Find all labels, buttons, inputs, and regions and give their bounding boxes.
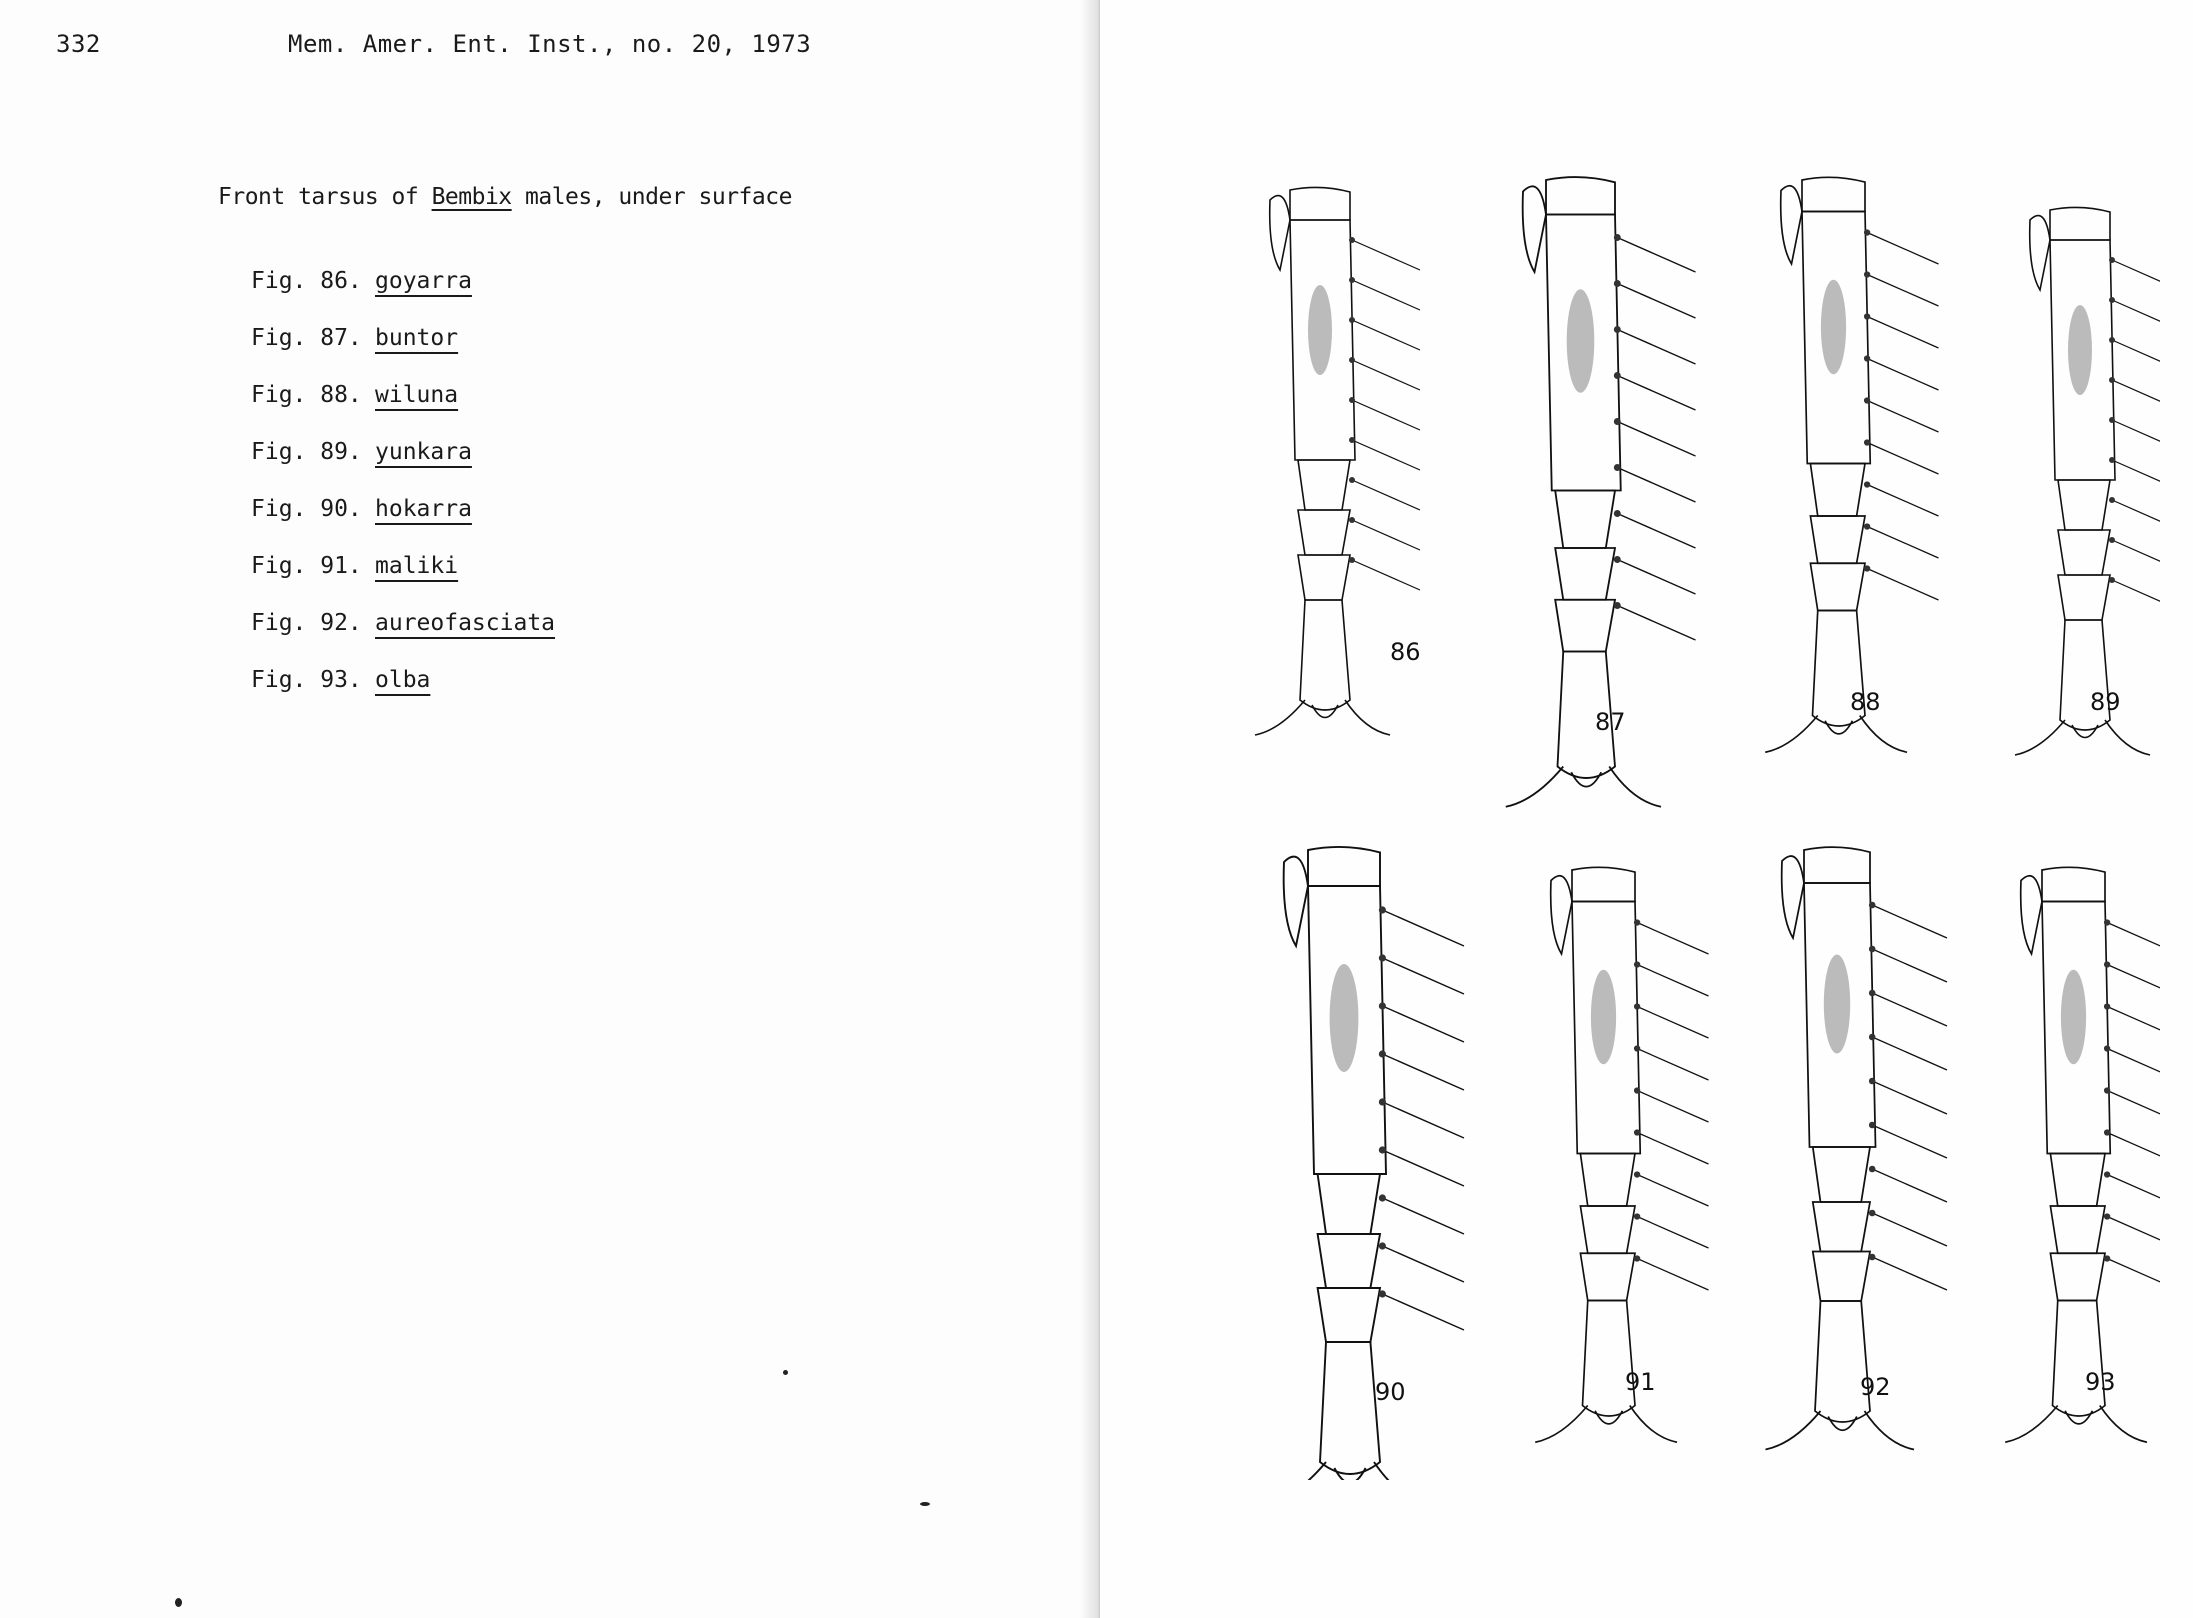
seta — [1867, 485, 1938, 517]
species-name: aureofasciata — [375, 610, 556, 636]
seta — [1637, 923, 1708, 955]
seta — [1872, 993, 1947, 1026]
seta-socket — [1349, 357, 1355, 363]
seta-socket — [1349, 277, 1355, 283]
seta-socket — [1869, 1078, 1876, 1085]
tarsomere — [1813, 1147, 1870, 1202]
seta — [2107, 1217, 2160, 1249]
species-name: hokarra — [375, 496, 472, 522]
seta-socket — [1614, 418, 1621, 425]
tibial-spur — [1782, 856, 1804, 938]
seta-socket — [2104, 1171, 2110, 1177]
running-header: Mem. Amer. Ent. Inst., no. 20, 1973 — [288, 30, 812, 58]
seta — [1867, 317, 1938, 349]
caption-prefix: Front tarsus of — [218, 184, 432, 210]
seta — [1382, 910, 1464, 946]
seta-socket — [2104, 1087, 2110, 1093]
figure-legend-list — [251, 268, 555, 724]
seta — [1872, 1257, 1947, 1290]
seta — [2112, 300, 2160, 330]
tarsal-claws — [1266, 1462, 1428, 1480]
seta — [1637, 1133, 1708, 1165]
species-name: goyarra — [375, 268, 472, 294]
arolium — [2072, 725, 2098, 738]
figure-label: Fig. 90. — [251, 496, 362, 522]
seta — [1617, 514, 1695, 549]
seta — [2107, 1175, 2160, 1207]
seta-socket — [1349, 437, 1355, 443]
seta — [1617, 560, 1695, 595]
species-name: buntor — [375, 325, 459, 351]
seta-socket — [1349, 317, 1355, 323]
seta — [1637, 1259, 1708, 1291]
legend-item — [251, 382, 555, 439]
tarsomere — [1298, 460, 1350, 510]
tibia-tip — [1804, 847, 1870, 883]
arolium — [1828, 1417, 1857, 1431]
seta-socket — [1864, 565, 1870, 571]
seta — [1352, 400, 1420, 430]
seta — [1382, 1006, 1464, 1042]
figure-number: 93 — [2085, 1368, 2116, 1396]
arolium — [1825, 721, 1852, 734]
seta — [1617, 606, 1695, 641]
figure-number: 86 — [1390, 638, 1421, 666]
seta-socket — [2109, 417, 2115, 423]
seta-socket — [1869, 902, 1876, 909]
figure-number: 91 — [1625, 1368, 1656, 1396]
seta-socket — [1614, 556, 1621, 563]
stippled-patch — [1821, 280, 1846, 375]
tarsomere — [1318, 1174, 1380, 1234]
figure-number: 87 — [1595, 708, 1626, 736]
seta — [1352, 480, 1420, 510]
stippled-patch — [1591, 970, 1616, 1065]
species-name: yunkara — [375, 439, 472, 465]
stippled-patch — [1330, 964, 1359, 1072]
seta-socket — [1349, 517, 1355, 523]
stippled-patch — [1567, 289, 1595, 393]
figure-label: Fig. 93. — [251, 667, 362, 693]
seta-socket — [1869, 990, 1876, 997]
seta — [1872, 949, 1947, 982]
seta-socket — [1864, 313, 1870, 319]
distal-tarsomere — [1320, 1342, 1380, 1474]
tibia-tip — [1290, 187, 1350, 220]
seta-socket — [1614, 280, 1621, 287]
seta-socket — [1869, 1122, 1876, 1129]
ink-speck — [783, 1370, 788, 1375]
seta — [2107, 965, 2160, 997]
seta — [1867, 401, 1938, 433]
seta — [1867, 569, 1938, 601]
seta-socket — [1864, 523, 1870, 529]
seta — [1617, 422, 1695, 457]
legend-item — [251, 496, 555, 553]
seta — [1352, 440, 1420, 470]
seta-socket — [2109, 497, 2115, 503]
seta-socket — [1379, 1242, 1386, 1249]
distal-tarsomere — [1300, 600, 1350, 710]
seta-socket — [1634, 961, 1640, 967]
seta — [2112, 380, 2160, 410]
arolium — [1571, 772, 1601, 786]
seta — [1637, 1007, 1708, 1039]
seta — [1872, 905, 1947, 938]
tarsomere — [1555, 548, 1615, 600]
seta — [1617, 284, 1695, 319]
seta-socket — [1634, 1213, 1640, 1219]
seta-socket — [1379, 1146, 1386, 1153]
figure-label: Fig. 89. — [251, 439, 362, 465]
seta — [1872, 1169, 1947, 1202]
seta-socket — [1869, 1254, 1876, 1261]
tarsomere — [1580, 1206, 1635, 1253]
tibial-spur — [1781, 186, 1802, 264]
tarsomere — [1555, 491, 1615, 549]
figure-number: 89 — [2090, 688, 2121, 716]
tarsomere — [2050, 1206, 2105, 1253]
tarsomere — [2058, 480, 2110, 530]
tibial-spur — [2021, 876, 2042, 954]
seta-socket — [1379, 1098, 1386, 1105]
seta — [1872, 1081, 1947, 1114]
seta — [1867, 443, 1938, 475]
seta — [1352, 280, 1420, 310]
tarsus-drawing — [1266, 847, 1464, 1480]
seta-socket — [1614, 326, 1621, 333]
seta-socket — [2104, 1045, 2110, 1051]
seta-socket — [2104, 1003, 2110, 1009]
species-name: maliki — [375, 553, 459, 579]
seta — [2107, 1007, 2160, 1039]
seta-socket — [1379, 1050, 1386, 1057]
seta-socket — [1349, 397, 1355, 403]
seta — [2112, 500, 2160, 530]
distal-tarsomere — [1815, 1301, 1870, 1422]
tarsus-drawing — [2005, 867, 2160, 1442]
seta-socket — [2109, 457, 2115, 463]
seta-socket — [1379, 906, 1386, 913]
tarsus-drawing — [1535, 867, 1708, 1442]
distal-tarsomere — [2053, 1301, 2106, 1417]
seta — [2112, 580, 2160, 610]
seta-socket — [1614, 510, 1621, 517]
seta — [2107, 923, 2160, 955]
seta — [1352, 360, 1420, 390]
seta — [2112, 340, 2160, 370]
stippled-patch — [2061, 970, 2086, 1065]
seta — [1872, 1213, 1947, 1246]
tibia-tip — [1308, 847, 1380, 886]
figure-plate — [1200, 150, 2160, 1480]
tarsomere — [1298, 555, 1350, 600]
seta-socket — [1349, 477, 1355, 483]
legend-item — [251, 325, 555, 382]
seta — [1352, 320, 1420, 350]
figure-number: 92 — [1860, 1373, 1891, 1401]
caption-genus: Bembix — [431, 184, 512, 210]
seta — [1637, 1217, 1708, 1249]
tarsomere — [1813, 1202, 1870, 1252]
tarsomere — [1810, 516, 1865, 563]
seta — [1617, 468, 1695, 503]
figure-label: Fig. 88. — [251, 382, 362, 408]
seta-socket — [1864, 271, 1870, 277]
seta — [1867, 527, 1938, 559]
seta — [1617, 330, 1695, 365]
seta-socket — [2109, 297, 2115, 303]
species-name: wiluna — [375, 382, 459, 408]
seta-socket — [1379, 1002, 1386, 1009]
legend-item — [251, 439, 555, 496]
seta-socket — [1864, 355, 1870, 361]
tarsus-drawing — [1766, 847, 1948, 1449]
arolium — [2065, 1411, 2092, 1424]
seta-socket — [2109, 337, 2115, 343]
seta — [1637, 965, 1708, 997]
arolium — [1595, 1411, 1622, 1424]
seta — [1352, 560, 1420, 590]
seta — [1382, 1102, 1464, 1138]
seta-socket — [1634, 1003, 1640, 1009]
tarsomere — [2050, 1253, 2105, 1300]
caption-suffix: males, under surface — [511, 184, 792, 210]
legend-item — [251, 268, 555, 325]
seta-socket — [1869, 946, 1876, 953]
seta — [1872, 1037, 1947, 1070]
tarsomere — [1810, 464, 1865, 517]
seta-socket — [2104, 1129, 2110, 1135]
seta — [2107, 1259, 2160, 1291]
seta — [2112, 460, 2160, 490]
tarsomere — [2058, 530, 2110, 575]
seta-socket — [2109, 537, 2115, 543]
seta — [1382, 1054, 1464, 1090]
seta — [1382, 1246, 1464, 1282]
figure-number: 88 — [1850, 688, 1881, 716]
tarsomere — [1580, 1253, 1635, 1300]
seta — [2107, 1049, 2160, 1081]
tarsomere — [1810, 563, 1865, 610]
tibial-spur — [2030, 216, 2050, 291]
seta-socket — [1349, 557, 1355, 563]
seta — [1637, 1091, 1708, 1123]
tarsomere — [1813, 1252, 1870, 1302]
seta — [1382, 958, 1464, 994]
seta-socket — [1379, 954, 1386, 961]
seta — [1382, 1150, 1464, 1186]
seta — [1617, 376, 1695, 411]
tarsomere — [1555, 600, 1615, 652]
seta-socket — [1349, 237, 1355, 243]
tarsomere — [1318, 1234, 1380, 1288]
seta-socket — [1379, 1194, 1386, 1201]
seta-socket — [1869, 1034, 1876, 1041]
seta — [1867, 359, 1938, 391]
ink-speck — [175, 1598, 182, 1607]
seta — [1872, 1125, 1947, 1158]
tarsus-drawing — [1765, 177, 1938, 752]
tarsomere — [2058, 575, 2110, 620]
seta — [2112, 260, 2160, 290]
seta-socket — [1634, 1129, 1640, 1135]
seta — [1352, 520, 1420, 550]
species-name: olba — [375, 667, 431, 693]
seta — [1382, 1294, 1464, 1330]
seta — [1637, 1175, 1708, 1207]
tarsomere — [1318, 1288, 1380, 1342]
seta-socket — [2109, 257, 2115, 263]
seta-socket — [1864, 229, 1870, 235]
seta-socket — [1614, 372, 1621, 379]
seta — [1382, 1198, 1464, 1234]
plate-caption — [218, 184, 792, 210]
tibia-tip — [2050, 207, 2110, 240]
figure-label: Fig. 91. — [251, 553, 362, 579]
seta-socket — [1634, 1255, 1640, 1261]
tibial-spur — [1523, 186, 1546, 272]
seta-socket — [2109, 577, 2115, 583]
legend-item — [251, 667, 555, 724]
seta-socket — [2104, 1255, 2110, 1261]
tibial-spur — [1284, 857, 1308, 946]
seta-socket — [1614, 464, 1621, 471]
seta — [2112, 540, 2160, 570]
tarsomere — [2050, 1154, 2105, 1207]
tarsus-illustrations — [1200, 150, 2160, 1480]
seta-socket — [2104, 919, 2110, 925]
seta-socket — [2104, 1213, 2110, 1219]
seta-socket — [1379, 1290, 1386, 1297]
tibia-tip — [1546, 177, 1615, 214]
legend-item — [251, 553, 555, 610]
arolium — [1312, 705, 1338, 718]
seta — [1352, 240, 1420, 270]
tibia-tip — [2042, 867, 2105, 901]
seta — [1867, 233, 1938, 265]
tibial-spur — [1270, 196, 1290, 271]
seta — [2107, 1091, 2160, 1123]
seta-socket — [2109, 377, 2115, 383]
seta-socket — [1869, 1210, 1876, 1217]
stippled-patch — [1824, 955, 1850, 1054]
tibial-spur — [1551, 876, 1572, 954]
seta-socket — [1864, 439, 1870, 445]
seta-socket — [1864, 397, 1870, 403]
figure-label: Fig. 86. — [251, 268, 362, 294]
seta — [1637, 1049, 1708, 1081]
seta-socket — [2104, 961, 2110, 967]
tarsomere — [1298, 510, 1350, 555]
seta — [1617, 238, 1695, 273]
tibia-tip — [1802, 177, 1865, 211]
tibia-tip — [1572, 867, 1635, 901]
seta-socket — [1634, 1045, 1640, 1051]
page-number: 332 — [56, 30, 101, 58]
seta-socket — [1614, 234, 1621, 241]
stippled-patch — [1308, 285, 1332, 375]
tarsomere — [1580, 1154, 1635, 1207]
ink-speck — [920, 1502, 930, 1506]
seta-socket — [1614, 602, 1621, 609]
seta — [2107, 1133, 2160, 1165]
seta-socket — [1864, 481, 1870, 487]
stippled-patch — [2068, 305, 2092, 395]
figure-number: 90 — [1375, 1378, 1406, 1406]
seta-socket — [1634, 919, 1640, 925]
legend-item — [251, 610, 555, 667]
seta — [2112, 420, 2160, 450]
figure-label: Fig. 87. — [251, 325, 362, 351]
distal-tarsomere — [1583, 1301, 1636, 1417]
figure-label: Fig. 92. — [251, 610, 362, 636]
seta — [1867, 275, 1938, 307]
seta-socket — [1634, 1087, 1640, 1093]
seta-socket — [1869, 1166, 1876, 1173]
tarsus-drawing — [2015, 207, 2160, 755]
seta-socket — [1634, 1171, 1640, 1177]
